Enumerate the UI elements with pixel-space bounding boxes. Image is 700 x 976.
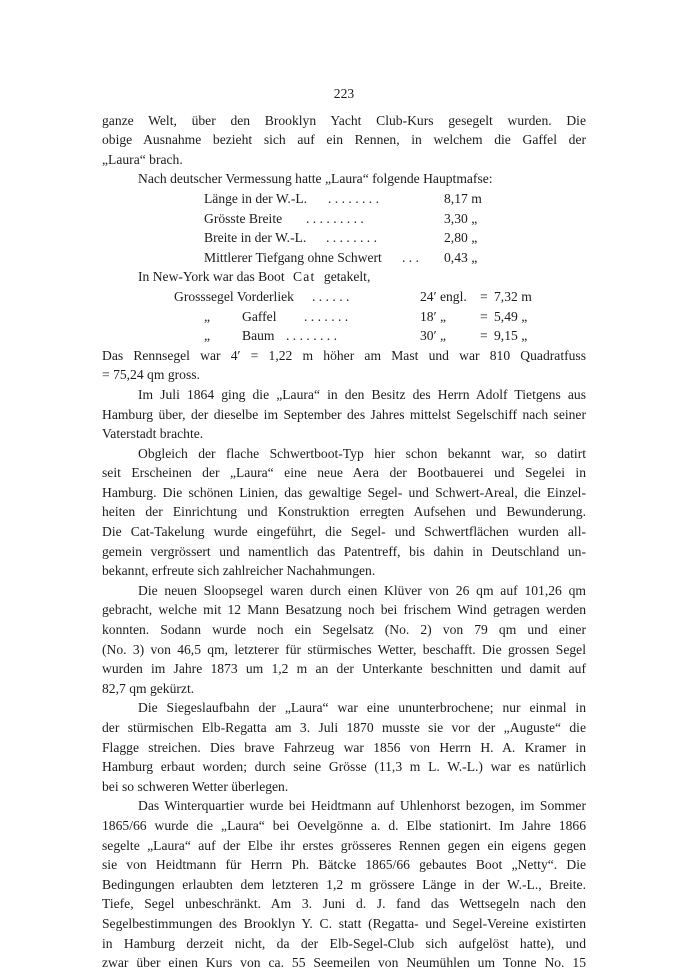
text-line: (No. 3) von 46,5 qm, letzterer für stürmisches Wetter, beschafft. Die grossen Segel — [102, 641, 586, 657]
text-line: Hamburg über, der dieselbe im September des Jahres mittelst Segelschiff nach seiner — [102, 406, 586, 422]
sail-feet: 30′ „ — [420, 328, 446, 344]
text-line: Flagge streichen. Dies brave Fahrzeug war 1856 von Herrn H. A. Kramer in — [102, 739, 586, 755]
measure-value: 3,30 „ — [444, 210, 478, 226]
text-line: ganze Welt, über den Brooklyn Yacht Club-Kurs gesegelt wurden. Die — [102, 112, 586, 128]
sail-label: Baum — [242, 328, 275, 344]
book-page — [102, 84, 586, 973]
measure-row — [102, 228, 586, 248]
measure-label: Grösste Breite — [204, 210, 283, 226]
text-line: bekannt, erfreute sich zahlreicher Nachahmungen. — [102, 563, 376, 579]
sail-feet: 18′ „ — [420, 308, 446, 324]
text-line: Das Winterquartier wurde bei Heidtmann auf Uhlenhorst bezogen, im Sommer — [138, 798, 586, 814]
sail-label: Grosssegel Vorderliek — [174, 288, 294, 304]
text-line: Das Rennsegel war 4′ = 1,22 m höher am Mast und war 810 Quadratfuss — [102, 347, 586, 363]
sail-row — [102, 287, 586, 307]
measure-row — [102, 209, 586, 229]
sail-equals: = — [480, 308, 488, 324]
paragraph-rennsegel — [102, 346, 586, 385]
sail-row — [102, 326, 586, 346]
text-line: seit Erscheinen der „Laura“ eine neue Aera der Bootbauerei und Segelei in — [102, 465, 586, 481]
rig-type: Cat — [293, 269, 316, 285]
measure-dots: . . . . . . . . — [328, 190, 379, 206]
text-line: Die neuen Sloopsegel waren durch einen Klüver von 26 qm auf 101,26 qm — [138, 582, 586, 598]
rig-intro — [102, 267, 586, 287]
sail-dots: . . . . . . . . — [286, 328, 337, 344]
paragraph-juli-1864 — [102, 385, 586, 444]
text-line: Bedingungen erlaubten dem letzteren 1,2 m grössere Länge in der W.-L., Breite. — [102, 876, 586, 892]
measure-value: 8,17 m — [444, 190, 482, 206]
measure-intro: Nach deutscher Vermessung hatte „Laura“ folgende Hauptmafse: — [138, 171, 493, 187]
text-line: Hamburg. Die schönen Linien, das gewaltige Segel- und Schwert-Areal, die Einzel- — [102, 484, 586, 500]
ditto-mark: „ — [204, 308, 211, 324]
paragraph-intro — [102, 111, 586, 170]
text-line: gebracht, welche mit 12 Mann Besatzung noch bei frischem Wind getragen werden — [102, 602, 586, 618]
text-line: 1865/66 wurde die „Laura“ bei Oevelgönne a. d. Elbe stationirt. Im Jahre 1866 — [102, 817, 586, 833]
text-line: in Hamburg derzeit nicht, da der Elb-Segel-Club sich aufgelöst hatte), und — [102, 935, 586, 951]
text-line: Im Juli 1864 ging die „Laura“ in den Besitz des Herrn Adolf Tietgens aus — [138, 386, 586, 402]
text-line: Tiefe, Segel unbeschränkt. Am 3. Juni d. J. fand das Wettsegeln nach den — [102, 896, 586, 912]
text-line: der stürmischen Elb-Regatta am 3. Juli 1870 musste sie vor der „Auguste“ die — [102, 720, 586, 735]
sail-dots: . . . . . . . — [304, 308, 349, 324]
text-line: Segelbestimmungen des Brooklyn Y. C. statt (Regatta- und Segel-Vereine existirten — [102, 915, 586, 931]
text-line: segelte „Laura“ auf der Elbe ihr erstes grösseres Rennen gegen ein eigens gegen — [102, 837, 586, 853]
text-line: Die Siegeslaufbahn der „Laura“ war eine ununterbrochene; nur einmal in — [138, 700, 586, 716]
sail-equals: = — [480, 288, 488, 304]
text-line: Vaterstadt brachte. — [102, 426, 204, 442]
sail-equals: = — [480, 328, 488, 344]
measure-label: Mittlerer Tiefgang ohne Schwert — [204, 249, 382, 265]
paragraph-winterquartier — [102, 796, 586, 972]
paragraph-sloopsegel — [102, 581, 586, 699]
measure-label: Länge in der W.-L. — [204, 190, 308, 206]
text-line: konnten. Sodann wurde noch ein Segelsatz (No. 2) von 79 qm und einer — [102, 622, 586, 638]
sail-meters: 7,32 m — [494, 288, 532, 304]
text-line: Die Cat-Takelung wurde eingeführt, die Segel- und Schwertflächen wurden all- — [102, 524, 586, 540]
sail-dots: . . . . . . — [312, 288, 350, 304]
text-line: obige Ausnahme bezieht sich auf ein Rennen, in welchem die Gaffel der — [102, 132, 586, 148]
paragraph-obgleich — [102, 444, 586, 581]
text-line: Hamburg erbaut worden; durch seine Grösse (11,3 m L. W.-L.) war es natürlich — [102, 759, 586, 775]
measure-dots: . . . . . . . . . — [306, 210, 364, 226]
rig-intro-text: In New-York war das Boot — [138, 269, 285, 285]
sail-meters: 9,15 „ — [494, 328, 528, 344]
text-line: heiten der Einrichtung und Konstruktion erregten Aufsehen und Bewunderung. — [102, 504, 586, 520]
sail-meters: 5,49 „ — [494, 308, 528, 324]
measure-dots: . . . — [402, 249, 419, 265]
text-line: wurden im Jahre 1873 um 1,2 m an der Unterkante beschnitten und damit auf — [102, 661, 586, 677]
measure-dots: . . . . . . . . — [326, 230, 377, 246]
sail-table — [102, 287, 586, 346]
text-line: Obgleich der flache Schwertboot-Typ hier schon bekannt war, so datirt — [138, 445, 586, 461]
text-line: bei so schweren Wetter überlegen. — [102, 778, 289, 794]
text-line: sie von Heidtmann für Herrn Ph. Bätcke 1865/66 gebautes Boot „Netty“. Die — [102, 857, 586, 873]
sail-label: Gaffel — [242, 308, 277, 324]
measure-label: Breite in der W.-L. — [204, 230, 307, 246]
page-number: 223 — [333, 86, 355, 101]
measure-row — [102, 189, 586, 209]
sail-feet: 24′ engl. — [420, 288, 467, 304]
sail-row — [102, 307, 586, 327]
text-line: zwar über einen Kurs von ca. 55 Seemeilen von Neumühlen um Tonne No. 15 — [102, 955, 586, 971]
ditto-mark: „ — [204, 328, 211, 344]
rig-intro-text: getakelt, — [323, 269, 371, 285]
text-line: 82,7 qm gekürzt. — [102, 680, 195, 696]
text-line: gemein vergrössert und namentlich das Patentreff, bis dahin in Deutschland un- — [102, 543, 586, 559]
measure-row — [102, 248, 586, 268]
measurements-table — [102, 189, 586, 267]
text-line: „Laura“ brach. — [102, 151, 183, 167]
measure-value: 2,80 „ — [444, 230, 478, 246]
paragraph-siegeslaufbahn — [102, 698, 586, 796]
measure-value: 0,43 „ — [444, 249, 478, 265]
text-line: = 75,24 qm gross. — [102, 367, 200, 383]
